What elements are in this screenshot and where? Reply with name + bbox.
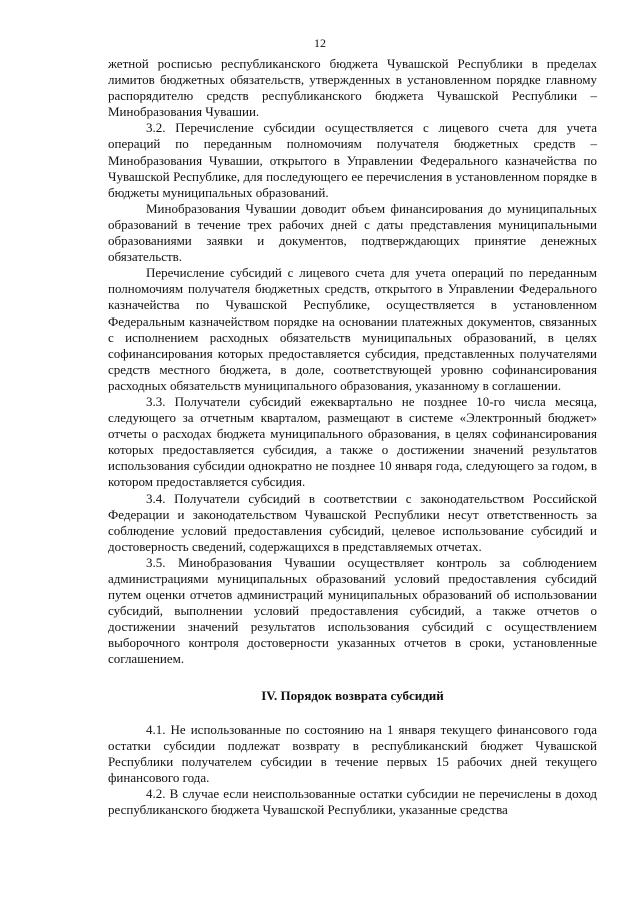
paragraph-continuation: жетной росписью республиканского бюджета Чувашской Республики в пределах лимитов бюджетных обязательств, утвержденных в установленном порядке главному распорядителю средств республиканского бюджета Чувашской Республики – Минобразования Чувашии. [108, 56, 597, 120]
paragraph-financing-notice: Минобразования Чувашии доводит объем финансирования до муниципальных образований в течение трех рабочих дней с даты представления муниципальными образованиями заявки и документов, подтверждающих принятие денежных обязательств. [108, 200, 597, 265]
paragraph-3-3: 3.3. Получатели субсидий ежеквартально не позднее 10-го числа месяца, следующего за отчетным кварталом, размещают в системе «Электронный бюджет» отчеты о расходах бюджета муниципального образования, в целях софинансирования которых предоставляется субсидия, а также о достижении значений результатов использования субсидии однократно не позднее 10 января года, следующего за годом, в котором предоставляется субсидия. [108, 393, 597, 490]
document-body [108, 56, 597, 818]
paragraph-3-4: 3.4. Получатели субсидий в соответствии с законодательством Российской Федерации и законодательством Чувашской Республики несут ответственность за соблюдение условий предоставления субсидий, целевое использование субсидий и достоверность сведений, содержащихся в представляемых отчетах. [108, 490, 597, 554]
page-number: 12 [314, 36, 326, 50]
section-heading: IV. Порядок возврата субсидий [261, 687, 444, 703]
paragraph-4-1: 4.1. Не использованные по состоянию на 1 января текущего финансового года остатки субсидии подлежат возврату в республиканский бюджет Чувашской Республики получателем субсидии в течение первых 15 рабочих дней текущего финансового года. [108, 721, 597, 785]
paragraph-subsidy-transfer: Перечисление субсидий с лицевого счета для учета операций по переданным полномочиям получателя бюджетных средств, открытого в Управлении Федерального казначейства по Чувашской Республике, осуществляется в установленном Федеральным казначейством порядке на основании платежных документов, связанных с исполнением расходных обязательств муниципальных образований, в целях софинансирования которых предоставляется субсидия, представленных получателями средств местного бюджета, в доле, соответствующей уровню софинансирования расходных обязательств муниципального образования, указанному в соглашении. [108, 265, 597, 393]
paragraph-3-2: 3.2. Перечисление субсидии осуществляется с лицевого счета для учета операций по переданным полномочиям получателя бюджетных средств – Минобразования Чувашии, открытого в Управлении Федерального казначейства по Чувашской Республике, для последующего ее перечисления в установленном порядке в бюджеты муниципальных образований. [108, 120, 597, 200]
paragraph-4-2: 4.2. В случае если неиспользованные остатки субсидии не перечислены в доход республиканского бюджета Чувашской Республики, указанные средства [108, 785, 597, 818]
paragraph-3-5: 3.5. Минобразования Чувашии осуществляет контроль за соблюдением администрациями муниципальных образований условий предоставления субсидий путем оценки отчетов администраций муниципальных образований об использовании субсидий, выполнении условий предоставления субсидий, а также отчетов о достижении значений результатов использования субсидий с осуществлением выборочного контроля достоверности указанных отчетов в сроки, установленные соглашением. [108, 554, 597, 667]
